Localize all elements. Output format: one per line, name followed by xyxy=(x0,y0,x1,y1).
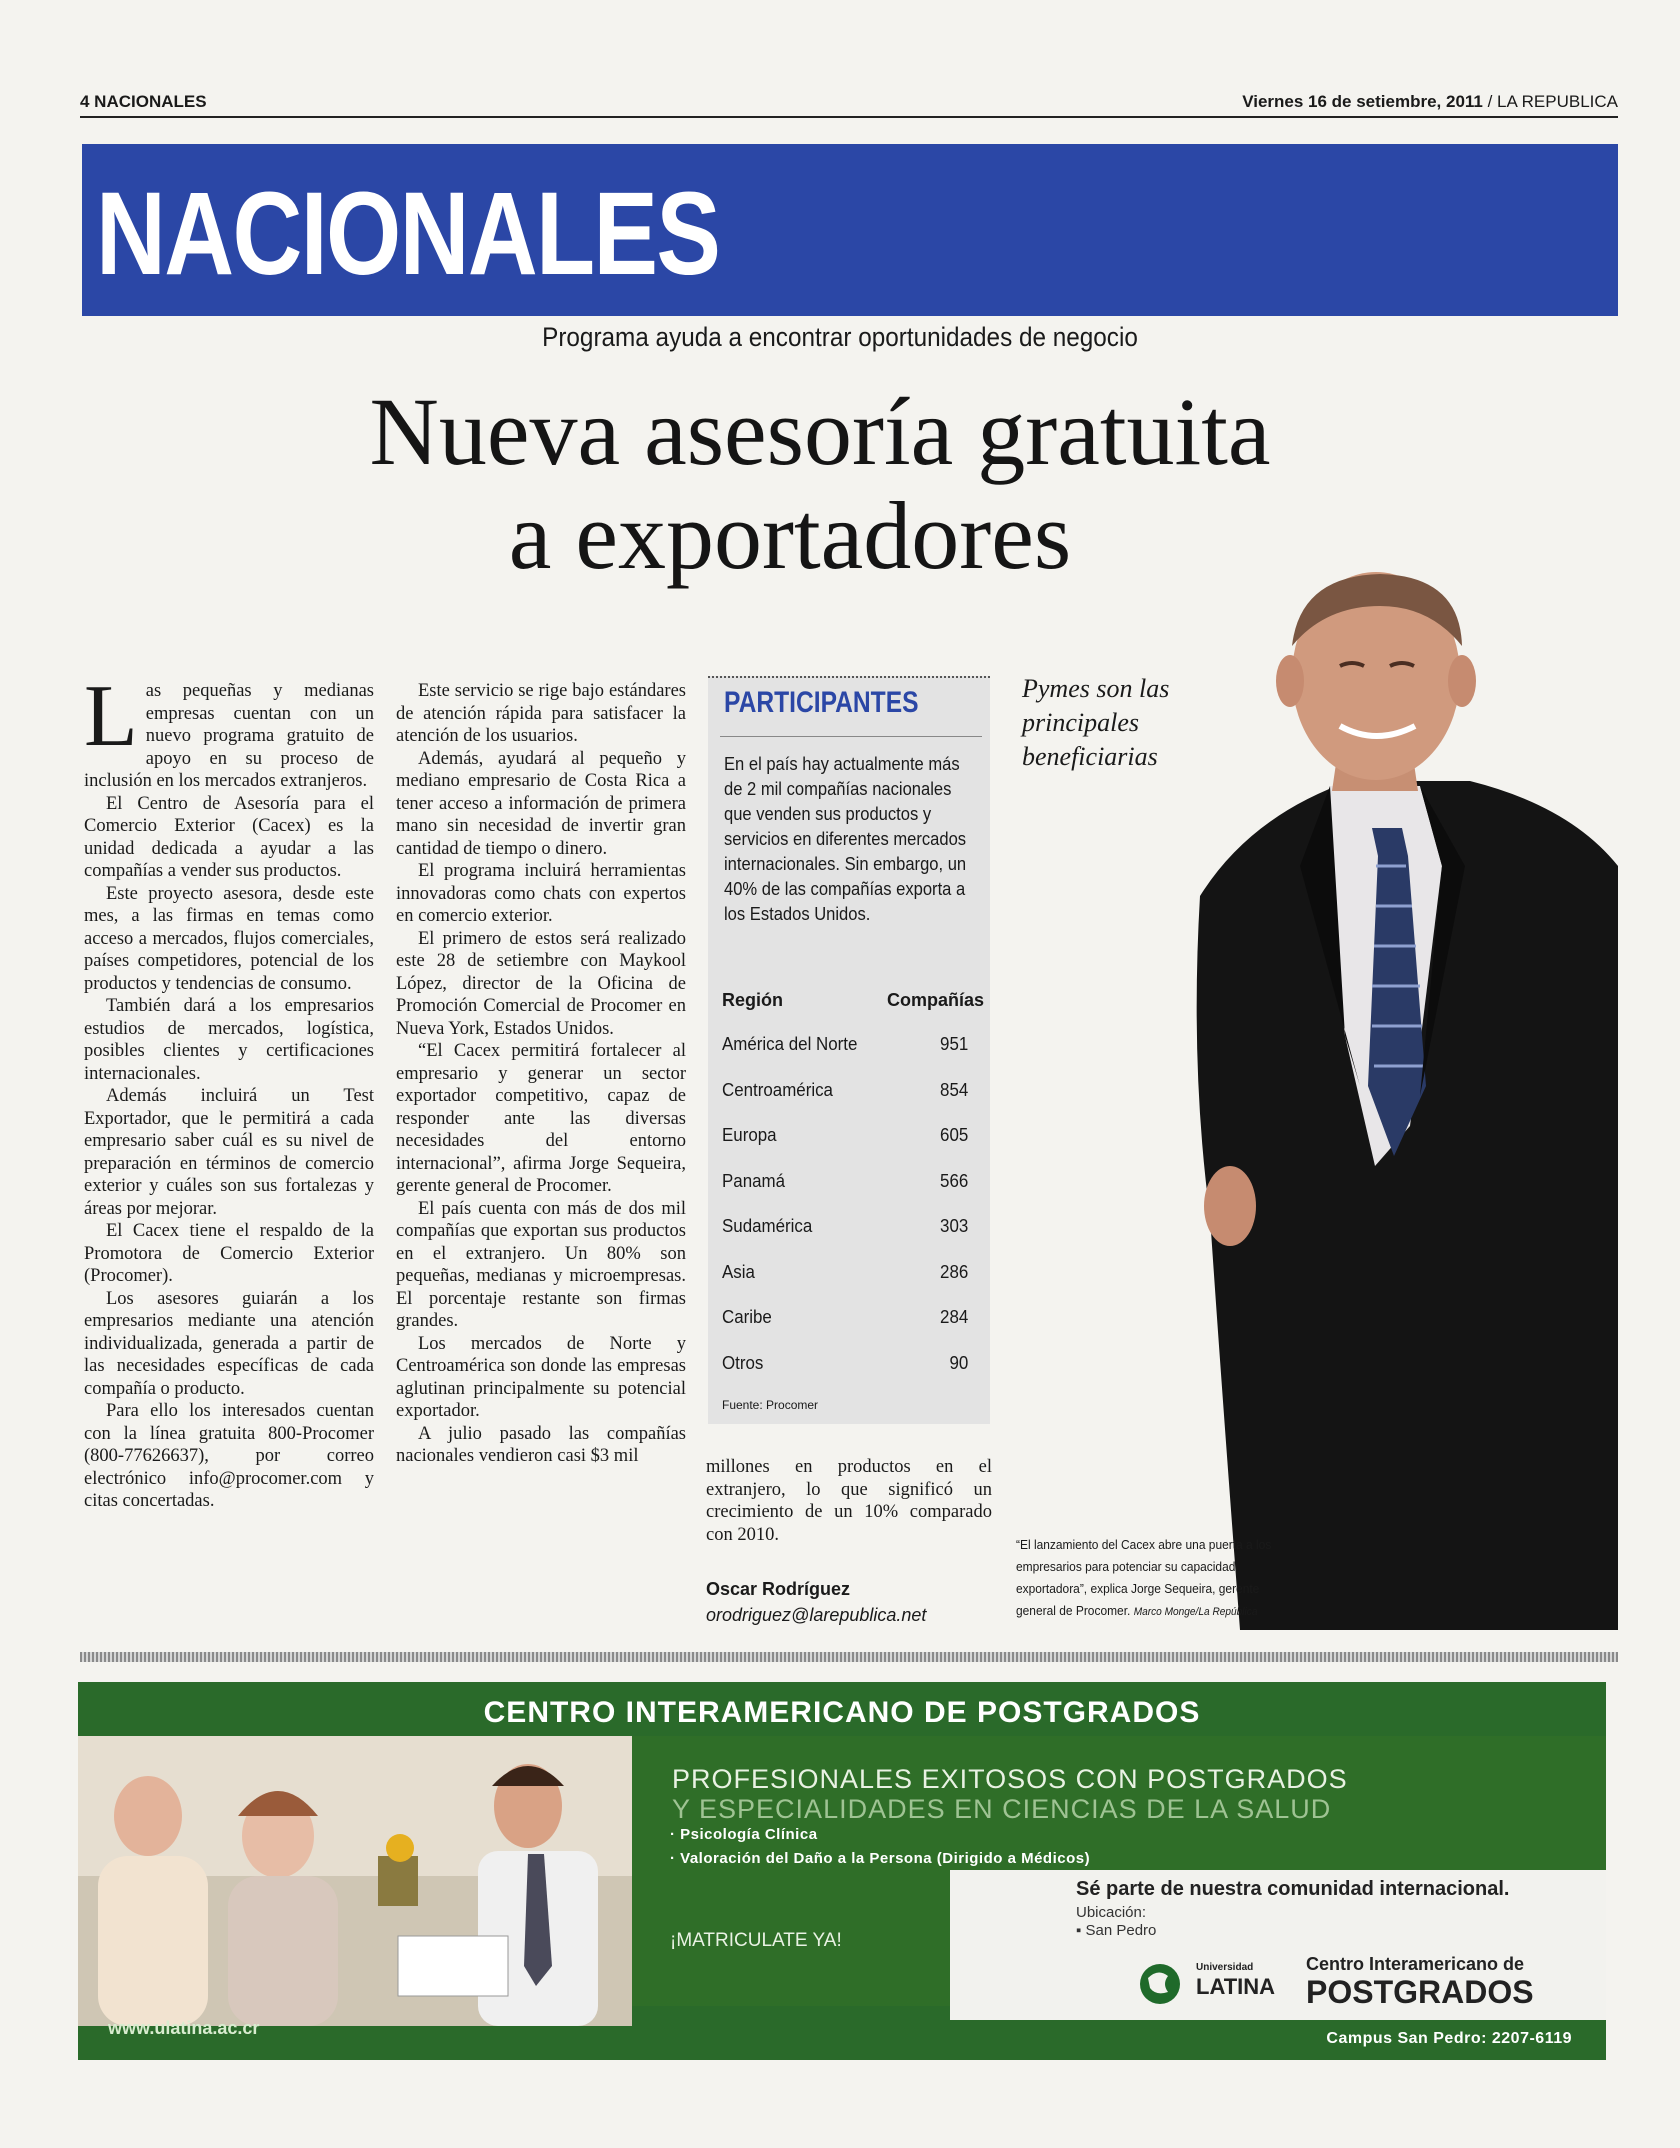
pull-line: principales xyxy=(1022,708,1139,737)
paragraph: El país cuenta con más de dos mil compañías que exportan sus productos en el extranjero. Un 80% son pequeñas, medianas y microempresas. El porcentaje restante son firmas grandes. xyxy=(396,1198,686,1331)
page-date xyxy=(1242,92,1618,112)
paragraph: El programa incluirá herramientas innovadoras como chats con expertos en comercio exterior. xyxy=(396,861,686,926)
ci-name: POSTGRADOS xyxy=(1306,1974,1534,2010)
row-region: Otros xyxy=(722,1352,764,1373)
paragraph: Este servicio se rige bajo estándares de atención rápida para satisfacer la atención de los usuarios. xyxy=(396,681,686,746)
table-row xyxy=(722,1080,968,1126)
paragraph: Además, ayudará al pequeño y mediano empresario de Costa Rica a tener acceso a información de primera mano sin necesidad de invertir gran cantidad de tiempo o dinero. xyxy=(396,748,686,859)
table-source: Fuente: Procomer xyxy=(722,1398,819,1412)
drop-cap: L xyxy=(84,668,138,765)
row-value: 605 xyxy=(940,1125,969,1145)
paragraph: Los mercados de Norte y Centroamérica son donde las empresas aglutinan principalmente su potencial exportador. xyxy=(396,1333,686,1421)
row-value: 286 xyxy=(940,1261,969,1282)
byline-email: orodriguez@larepublica.net xyxy=(706,1605,927,1625)
pull-line: Pymes son las xyxy=(1022,674,1170,703)
participantes-box xyxy=(708,676,990,1424)
section-banner xyxy=(82,144,1618,316)
date-text: Viernes 16 de setiembre, 2011 xyxy=(1242,92,1483,111)
paragraph: A julio pasado las compañías nacionales vendieron casi $3 mil xyxy=(396,1423,686,1466)
advertisement xyxy=(78,1682,1606,2060)
article-kicker: Programa ayuda a encontrar oportunidades de negocio xyxy=(542,322,1138,352)
ad-item: · Psicología Clínica xyxy=(670,1826,818,1843)
row-value: 303 xyxy=(940,1216,969,1236)
header-region: Región xyxy=(722,990,783,1010)
box-divider xyxy=(720,736,982,737)
pull-caption xyxy=(1022,672,1169,774)
row-region: Sudamérica xyxy=(722,1216,813,1236)
paragraph: Los asesores guiarán a los empresarios mediante una atención individualizada, generada a partir de las necesidades específicas de cada compañía o producto. xyxy=(84,1288,374,1399)
article-headline xyxy=(80,380,1560,588)
ad-phone: Campus San Pedro: 2207-6119 xyxy=(1326,2030,1572,2047)
table-row xyxy=(722,1216,968,1262)
ad-location: ▪ San Pedro xyxy=(1076,1922,1157,1939)
row-region: América del Norte xyxy=(722,1034,858,1054)
row-value: 90 xyxy=(949,1352,969,1373)
article-column-1 xyxy=(84,668,374,1513)
article-column-3 xyxy=(706,1456,992,1546)
table-row xyxy=(722,1034,968,1080)
headline-line-2: a exportadores xyxy=(508,482,1072,589)
table-row xyxy=(722,1171,968,1217)
ad-title: CENTRO INTERAMERICANO DE POSTGRADOS xyxy=(483,1696,1201,1729)
table-row xyxy=(722,1307,968,1353)
section-divider xyxy=(80,1652,1618,1662)
header-companias: Compañías xyxy=(886,990,984,1010)
row-value: 284 xyxy=(940,1307,969,1327)
paragraph: “El Cacex permitirá fortalecer al empresario y generar un sector exportador competitivo, capaz de responder ante las diversas necesidades del entorno internacional”, afirma Jorge Sequeira, gerente general de Procomer. xyxy=(396,1041,686,1196)
ad-item: · Valoración del Daño a la Persona (Dirigido a Médicos) xyxy=(670,1850,1091,1867)
row-value: 566 xyxy=(940,1170,969,1191)
photo-caption xyxy=(1016,1534,1292,1623)
page-header xyxy=(80,92,1618,118)
ad-location-label: Ubicación: xyxy=(1076,1904,1147,1921)
portrait-photo xyxy=(1180,566,1618,1630)
ad-cta: ¡MATRICULATE YA! xyxy=(670,1930,842,1951)
table-row xyxy=(722,1353,968,1399)
table-row xyxy=(722,1125,968,1171)
row-value: 951 xyxy=(940,1034,969,1054)
paper-name: / LA REPUBLICA xyxy=(1482,92,1618,111)
uni-name: LATINA xyxy=(1196,1974,1276,1999)
headline-line-1: Nueva asesoría gratuita xyxy=(369,378,1271,485)
row-region: Asia xyxy=(722,1261,755,1282)
caption-text: “El lanzamiento del Cacex abre una puerta a los empresarios para potenciar su capacidad exportadora”, explica Jorge Sequeira, gerente general de Procomer. xyxy=(1016,1537,1272,1618)
section-title: NACIONALES xyxy=(96,168,720,300)
ad-line-1: PROFESIONALES EXITOSOS CON POSTGRADOS xyxy=(672,1764,1348,1794)
ad-photo xyxy=(78,1736,632,2026)
globe-icon xyxy=(1138,1962,1182,2006)
participantes-table xyxy=(722,990,984,1412)
row-region: Caribe xyxy=(722,1307,772,1327)
paragraph: También dará a los empresarios estudios de mercados, logística, posibles clientes y certificaciones internacionales. xyxy=(84,996,374,1084)
row-region: Europa xyxy=(722,1125,777,1145)
byline xyxy=(706,1576,926,1628)
pull-line: beneficiarias xyxy=(1022,742,1158,771)
ad-line-2: Y ESPECIALIDADES EN CIENCIAS DE LA SALUD xyxy=(672,1794,1332,1824)
paragraph: as pequeñas y medianas empresas cuentan con un nuevo programa gratuito de apoyo en su proceso de inclusión en los mercados extranjeros. xyxy=(84,681,374,791)
paragraph: millones en productos en el extranjero, lo que significó un crecimiento de un 10% comparado con 2010. xyxy=(706,1457,992,1545)
ad-url[interactable]: www.ulatina.ac.cr xyxy=(108,2018,260,2038)
paragraph: El Centro de Asesoría para el Comercio Exterior (Cacex) es la unidad dedicada a ayudar a las compañías a vender sus productos. xyxy=(84,793,374,881)
box-intro: En el país hay actualmente más de 2 mil compañías nacionales que venden sus productos y servicios en diferentes mercados internacionales. Sin embargo, un 40% de las compañías exporta a los Estados Unidos. xyxy=(724,754,967,924)
section-label: 4 NACIONALES xyxy=(80,92,207,111)
paragraph: Además incluirá un Test Exportador, que le permitirá a cada empresario saber cuál es su nivel de preparación en términos de comercio exterior y cuáles son sus fortalezas y áreas por mejorar. xyxy=(84,1086,374,1219)
photo-credit: Marco Monge/La República xyxy=(1133,1606,1258,1618)
ad-join-text: Sé parte de nuestra comunidad internacional. xyxy=(1076,1878,1510,1900)
article-column-2 xyxy=(396,680,686,1468)
paragraph: Este proyecto asesora, desde este mes, a las firmas en temas como acceso a mercados, flujos comerciales, países competidores, potencial de los productos y tendencias de consumo. xyxy=(84,883,374,994)
paragraph: El Cacex tiene el respaldo de la Promotora de Comercio Exterior (Procomer). xyxy=(84,1221,374,1286)
table-row xyxy=(722,1262,968,1308)
uni-label: Universidad xyxy=(1196,1962,1254,1973)
byline-name: Oscar Rodríguez xyxy=(706,1579,851,1599)
paragraph: Para ello los interesados cuentan con la línea gratuita 800-Procomer (800-77626637), por correo electrónico info@procomer.com y citas concertadas. xyxy=(84,1401,374,1511)
paragraph: El primero de estos será realizado este 28 de setiembre con Maykool López, director de la Oficina de Promoción Comercial de Procomer en Nueva York, Estados Unidos. xyxy=(396,928,686,1039)
table-header xyxy=(722,990,984,1034)
row-region: Centroamérica xyxy=(722,1079,833,1100)
box-title: PARTICIPANTES xyxy=(724,686,919,719)
row-value: 854 xyxy=(940,1079,969,1100)
row-region: Panamá xyxy=(722,1170,786,1191)
ci-label: Centro Interamericano de xyxy=(1306,1954,1525,1974)
